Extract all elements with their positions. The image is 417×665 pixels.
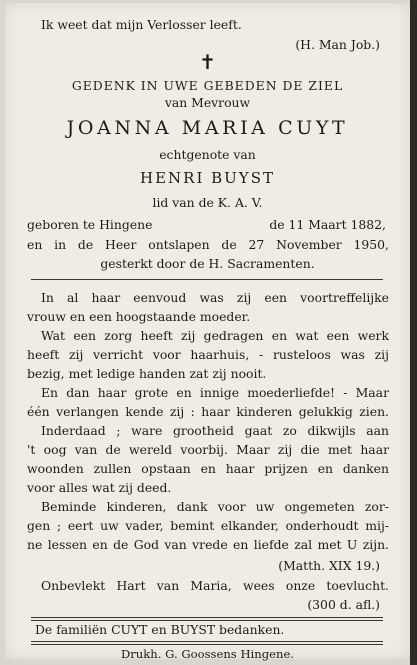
born-date: de 11 Maart 1882, [269, 217, 386, 232]
tribute-line: vrouw en een hoogstaande moeder. [27, 309, 251, 324]
tribute-line: gen ; eert uw vader, bemint elkander, onderhoudt mij- [27, 518, 389, 533]
tribute-line: Beminde kinderen, dank voor uw ongemeten zor- [41, 499, 389, 514]
indulgence-note: (300 d. afl.) [307, 597, 380, 612]
prayer-line: Onbevlekt Hart van Maria, wees onze toevlucht. [41, 578, 389, 593]
sacraments-line: gesterkt door de H. Sacramenten. [100, 256, 315, 271]
cross-icon: ✝ [199, 50, 216, 74]
tribute-line: 't oog van de wereld voorbij. Maar zij die met haar [27, 442, 389, 457]
verse-source: (H. Man Job.) [295, 37, 380, 52]
tribute-line: heeft zij verricht voor haarhuis, - rusteloos was zij [27, 347, 389, 362]
tribute-line: bezig, met ledige handen zat zij nooit. [27, 366, 267, 381]
tribute-line: En dan haar grote en innige moederliefde! - Maar [41, 385, 389, 400]
scripture-reference: (Matth. XIX 19.) [278, 558, 380, 573]
tribute-line: voor alles wat zij deed. [27, 480, 172, 495]
deceased-name: JOANNA MARIA CUYT [66, 117, 349, 139]
tribute-line: woonden zullen opstaan en haar prijzen en danken [27, 461, 389, 476]
memorial-card [5, 3, 410, 659]
died-line: en in de Heer ontslapen de 27 November 1950, [27, 237, 389, 252]
spouse-label: echtgenote van [159, 147, 256, 162]
membership-line: lid van de K. A. V. [152, 195, 263, 210]
tribute-line: ne lessen en de God van vrede en liefde zal met U zijn. [27, 537, 389, 552]
verse-text: Ik weet dat mijn Verlosser leeft. [41, 17, 242, 32]
printer-line: Drukh. G. Goossens Hingene. [120, 647, 295, 661]
intro-line: GEDENK IN UWE GEBEDEN DE ZIEL [71, 78, 344, 93]
born-place: geboren te Hingene [27, 217, 153, 232]
tribute-line: Wat een zorg heeft zij gedragen en wat een werk [41, 328, 389, 343]
spouse-name: HENRI BUYST [140, 169, 275, 187]
divider-top [31, 279, 383, 280]
thanks-line: De familiën CUYT en BUYST bedanken. [35, 622, 285, 637]
divider-thanks-bottom [31, 641, 383, 645]
tribute-line: In al haar eenvoud was zij een voortreffelijke [41, 290, 389, 305]
tribute-line: Inderdaad ; ware grootheid gaat zo dikwijls aan [41, 423, 389, 438]
intro-subline: van Mevrouw [164, 95, 251, 110]
card-edge [410, 0, 417, 665]
divider-thanks-top [31, 617, 383, 621]
tribute-line: één verlangen kende zij : haar kinderen gelukkig zien. [27, 404, 389, 419]
